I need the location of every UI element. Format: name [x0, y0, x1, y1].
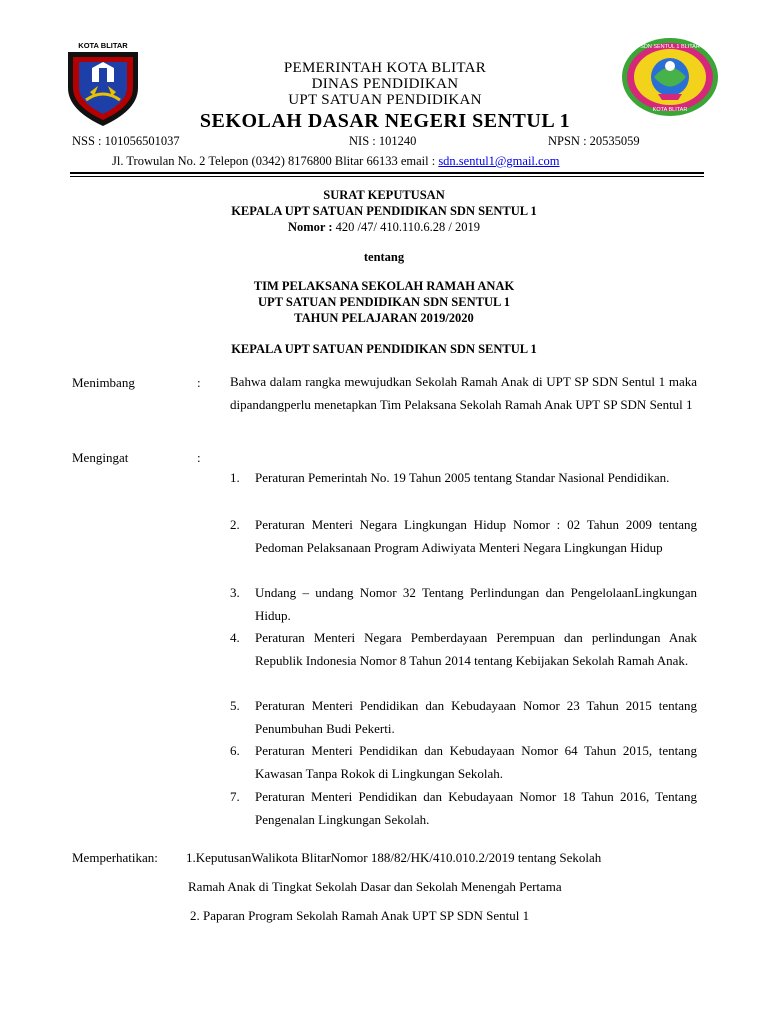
- list-item-text: Peraturan Menteri Pendidikan dan Kebudayaan Nomor 64 Tahun 2015, tentang Kawasan Tanpa Rokok di Lingkungan Sekolah.: [255, 743, 697, 781]
- list-item-text: Peraturan Menteri Pendidikan dan Kebudayaan Nomor 18 Tahun 2016, Tentang Pengenalan Lingkungan Sekolah.: [255, 789, 697, 827]
- nis-number: NIS : 101240: [349, 134, 417, 148]
- list-item-text: Peraturan Menteri Negara Pemberdayaan Perempuan dan perlindungan Anak Republik Indonesia Nomor 8 Tahun 2014 tentang Kebijakan Sekolah Ramah Anak.: [255, 630, 697, 668]
- decree-number-value: 420 /47/ 410.110.6.28 / 2019: [335, 220, 481, 234]
- menimbang-colon: :: [197, 375, 201, 390]
- memperhatikan-line-3: 2. Paparan Program Sekolah Ramah Anak UPT SP SDN Sentul 1: [190, 908, 530, 923]
- header-divider-thick: [70, 172, 704, 174]
- list-item-text: Undang – undang Nomor 32 Tentang Perlindungan dan PengelolaanLingkungan Hidup.: [255, 585, 697, 623]
- list-item-number: 5.: [230, 698, 240, 713]
- address-text: Jl. Trowulan No. 2 Telepon (0342) 8176800 Blitar 66133 email :: [112, 154, 439, 168]
- decree-title: SURAT KEPUTUSAN: [323, 188, 445, 202]
- memperhatikan-line-1: 1.KeputusanWalikota BlitarNomor 188/82/HK/410.010.2/2019 tentang Sekolah: [186, 850, 602, 865]
- mengingat-label: Mengingat: [72, 450, 129, 465]
- tentang-label: tentang: [363, 250, 405, 264]
- school-name: SEKOLAH DASAR NEGERI SENTUL 1: [199, 110, 571, 132]
- list-item-number: 3.: [230, 585, 240, 600]
- list-item-text: Peraturan Menteri Negara Lingkungan Hidup Nomor : 02 Tahun 2009 tentang Pedoman Pelaksanaan Program Adiwiyata Menteri Negara Lingkungan Hidup: [255, 517, 697, 555]
- decree-number-label: Nomor :: [287, 220, 336, 234]
- header-divider-thin: [70, 176, 704, 177]
- school-emblem-logo: [620, 36, 720, 118]
- list-item-number: 6.: [230, 743, 240, 758]
- unit-name: UPT SATUAN PENDIDIKAN: [288, 92, 482, 108]
- memperhatikan-label: Memperhatikan:: [72, 850, 158, 865]
- kota-blitar-logo: [62, 38, 144, 128]
- list-item-text: Peraturan Menteri Pendidikan dan Kebudayaan Nomor 23 Tahun 2015 tentang Penumbuhan Budi Pekerti.: [255, 698, 697, 736]
- list-item-number: 4.: [230, 630, 240, 645]
- subject-line-2: UPT SATUAN PENDIDIKAN SDN SENTUL 1: [257, 295, 510, 309]
- decree-number: [0, 220, 768, 235]
- subject-line-3: TAHUN PELAJARAN 2019/2020: [294, 311, 474, 325]
- issuer-heading: KEPALA UPT SATUAN PENDIDIKAN SDN SENTUL 1: [231, 342, 537, 356]
- menimbang-text: Bahwa dalam rangka mewujudkan Sekolah Ramah Anak di UPT SP SDN Sentul 1 maka dipandangperlu menetapkan Tim Pelaksana Sekolah Ramah Anak UPT SP SDN Sentul 1: [230, 374, 697, 412]
- letterhead: [150, 60, 620, 133]
- left-logo-caption: KOTA BLITAR: [78, 41, 128, 50]
- nss-number: NSS : 101056501037: [72, 134, 180, 148]
- list-item-number: 2.: [230, 517, 240, 532]
- npsn-number: NPSN : 20535059: [548, 134, 640, 148]
- government-name: PEMERINTAH KOTA BLITAR: [283, 60, 487, 76]
- subject-line-1: TIM PELAKSANA SEKOLAH RAMAH ANAK: [253, 279, 515, 293]
- list-item-number: 1.: [230, 470, 240, 485]
- mengingat-colon: :: [197, 450, 201, 465]
- decree-issuer-title: KEPALA UPT SATUAN PENDIDIKAN SDN SENTUL 1: [231, 204, 537, 218]
- right-logo-text-top: SDN SENTUL 1 BLITAR: [640, 44, 700, 50]
- menimbang-label: Menimbang: [72, 375, 135, 390]
- department-name: DINAS PENDIDIKAN: [311, 76, 459, 92]
- list-item-text: Peraturan Pemerintah No. 19 Tahun 2005 tentang Standar Nasional Pendidikan.: [255, 470, 670, 485]
- school-address: [112, 154, 560, 169]
- right-logo-text-bottom: KOTA BLITAR: [652, 107, 688, 113]
- email-link[interactable]: sdn.sentul1@gmail.com: [438, 154, 560, 168]
- memperhatikan-line-2: Ramah Anak di Tingkat Sekolah Dasar dan Sekolah Menengah Pertama: [188, 879, 562, 894]
- list-item-number: 7.: [230, 789, 240, 804]
